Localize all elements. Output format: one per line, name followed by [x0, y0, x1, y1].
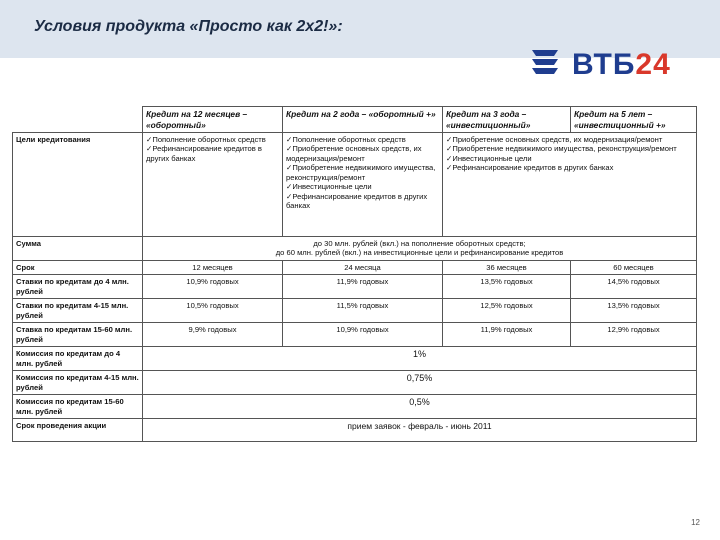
row-label-sum: Сумма — [13, 237, 143, 261]
logo-text-number: 24 — [635, 48, 671, 81]
table-cell: 24 месяца — [283, 260, 443, 274]
column-header-2y: Кредит на 2 года – «оборотный +» — [283, 107, 443, 133]
table-row-fee-4-15 — [13, 371, 697, 395]
table-row-sum — [13, 237, 697, 261]
table-cell: 12,9% годовых — [571, 323, 697, 347]
purpose-item: ✓Рефинансирование кредитов в других банках — [446, 163, 614, 173]
table-row-purposes — [13, 133, 697, 237]
row-label-term: Срок — [13, 260, 143, 274]
sum-line: до 60 млн. рублей (вкл.) на инвестиционные цели и рефинансирование кредитов — [275, 248, 564, 258]
table-cell: 11,9% годовых — [443, 323, 571, 347]
fee-value: 0,5% — [143, 395, 697, 419]
table-row-fee-up-to-4 — [13, 347, 697, 371]
row-label-fee-4-15: Комиссия по кредитам 4-15 млн. рублей — [13, 371, 143, 395]
fee-value: 0,75% — [143, 371, 697, 395]
period-value: прием заявок - февраль - июнь 2011 — [143, 419, 697, 442]
table-cell: 10,9% годовых — [283, 323, 443, 347]
logo-text — [572, 48, 671, 82]
table-cell: 60 месяцев — [571, 260, 697, 274]
fee-value: 1% — [143, 347, 697, 371]
purpose-item: ✓Пополнение оборотных средств — [286, 135, 406, 144]
sum-line: до 30 млн. рублей (вкл.) на пополнение оборотных средств; — [313, 239, 526, 248]
purpose-item: ✓Рефинансирование кредитов в других банках — [286, 191, 428, 211]
purpose-item: ✓Рефинансирование кредитов в других банках — [146, 144, 262, 163]
table-row-rates-up-to-4 — [13, 275, 697, 299]
purpose-item: ✓Инвестиционные цели — [286, 182, 372, 192]
purposes-3y-5y — [443, 133, 697, 237]
logo-text-main: ВТБ — [572, 48, 636, 81]
purpose-item: ✓Приобретение недвижимого имущества, реконструкция/ремонт — [286, 163, 436, 182]
purpose-item: ✓Приобретение основных средств, их модернизация/ремонт — [446, 135, 663, 144]
purpose-item: ✓Пополнение оборотных средств — [146, 135, 266, 144]
table-corner — [13, 107, 143, 133]
row-label-period: Срок проведения акции — [13, 419, 143, 442]
table-cell: 12 месяцев — [143, 260, 283, 274]
vtb-flag-icon — [528, 46, 568, 82]
table-cell: 36 месяцев — [443, 260, 571, 274]
table-row-rates-4-15 — [13, 299, 697, 323]
column-header-3y: Кредит на 3 года – «инвестиционный» — [443, 107, 571, 133]
column-header-12m: Кредит на 12 месяцев – «оборотный» — [143, 107, 283, 133]
row-label-rates-up-to-4: Ставки по кредитам до 4 млн. рублей — [13, 275, 143, 299]
row-label-rates-4-15: Ставки по кредитам 4-15 млн. рублей — [13, 299, 143, 323]
table-row-period — [13, 419, 697, 442]
purposes-2y — [283, 133, 443, 237]
purposes-12m — [143, 133, 283, 237]
purpose-item: ✓Приобретение основных средств, их модернизация/ремонт — [286, 144, 422, 163]
table-cell: 12,5% годовых — [443, 299, 571, 323]
table-header-row — [13, 107, 697, 133]
table-row-fee-15-60 — [13, 395, 697, 419]
page-number: 12 — [691, 518, 700, 527]
table-cell: 11,5% годовых — [283, 299, 443, 323]
sum-value — [143, 237, 697, 261]
row-label-rates-15-60: Ставка по кредитам 15-60 млн. рублей — [13, 323, 143, 347]
page-title: Условия продукта «Просто как 2х2!»: — [34, 18, 343, 35]
column-header-5y: Кредит на 5 лет – «инвестиционный +» — [571, 107, 697, 133]
table-cell: 13,5% годовых — [443, 275, 571, 299]
table-row-term — [13, 260, 697, 274]
table-cell: 9,9% годовых — [143, 323, 283, 347]
vtb24-logo — [528, 44, 688, 88]
row-label-fee-up-to-4: Комиссия по кредитам до 4 млн. рублей — [13, 347, 143, 371]
table-cell: 11,9% годовых — [283, 275, 443, 299]
table-cell: 10,9% годовых — [143, 275, 283, 299]
row-label-purposes: Цели кредитования — [13, 133, 143, 237]
row-label-fee-15-60: Комиссия по кредитам 15-60 млн. рублей — [13, 395, 143, 419]
table-cell: 10,5% годовых — [143, 299, 283, 323]
table-row-rates-15-60 — [13, 323, 697, 347]
purpose-item: ✓Приобретение недвижимого имущества, реконструкция/ремонт — [446, 144, 677, 154]
table-cell: 14,5% годовых — [571, 275, 697, 299]
product-conditions-table — [12, 106, 697, 442]
purpose-item: ✓Инвестиционные цели — [446, 153, 532, 163]
table-cell: 13,5% годовых — [571, 299, 697, 323]
